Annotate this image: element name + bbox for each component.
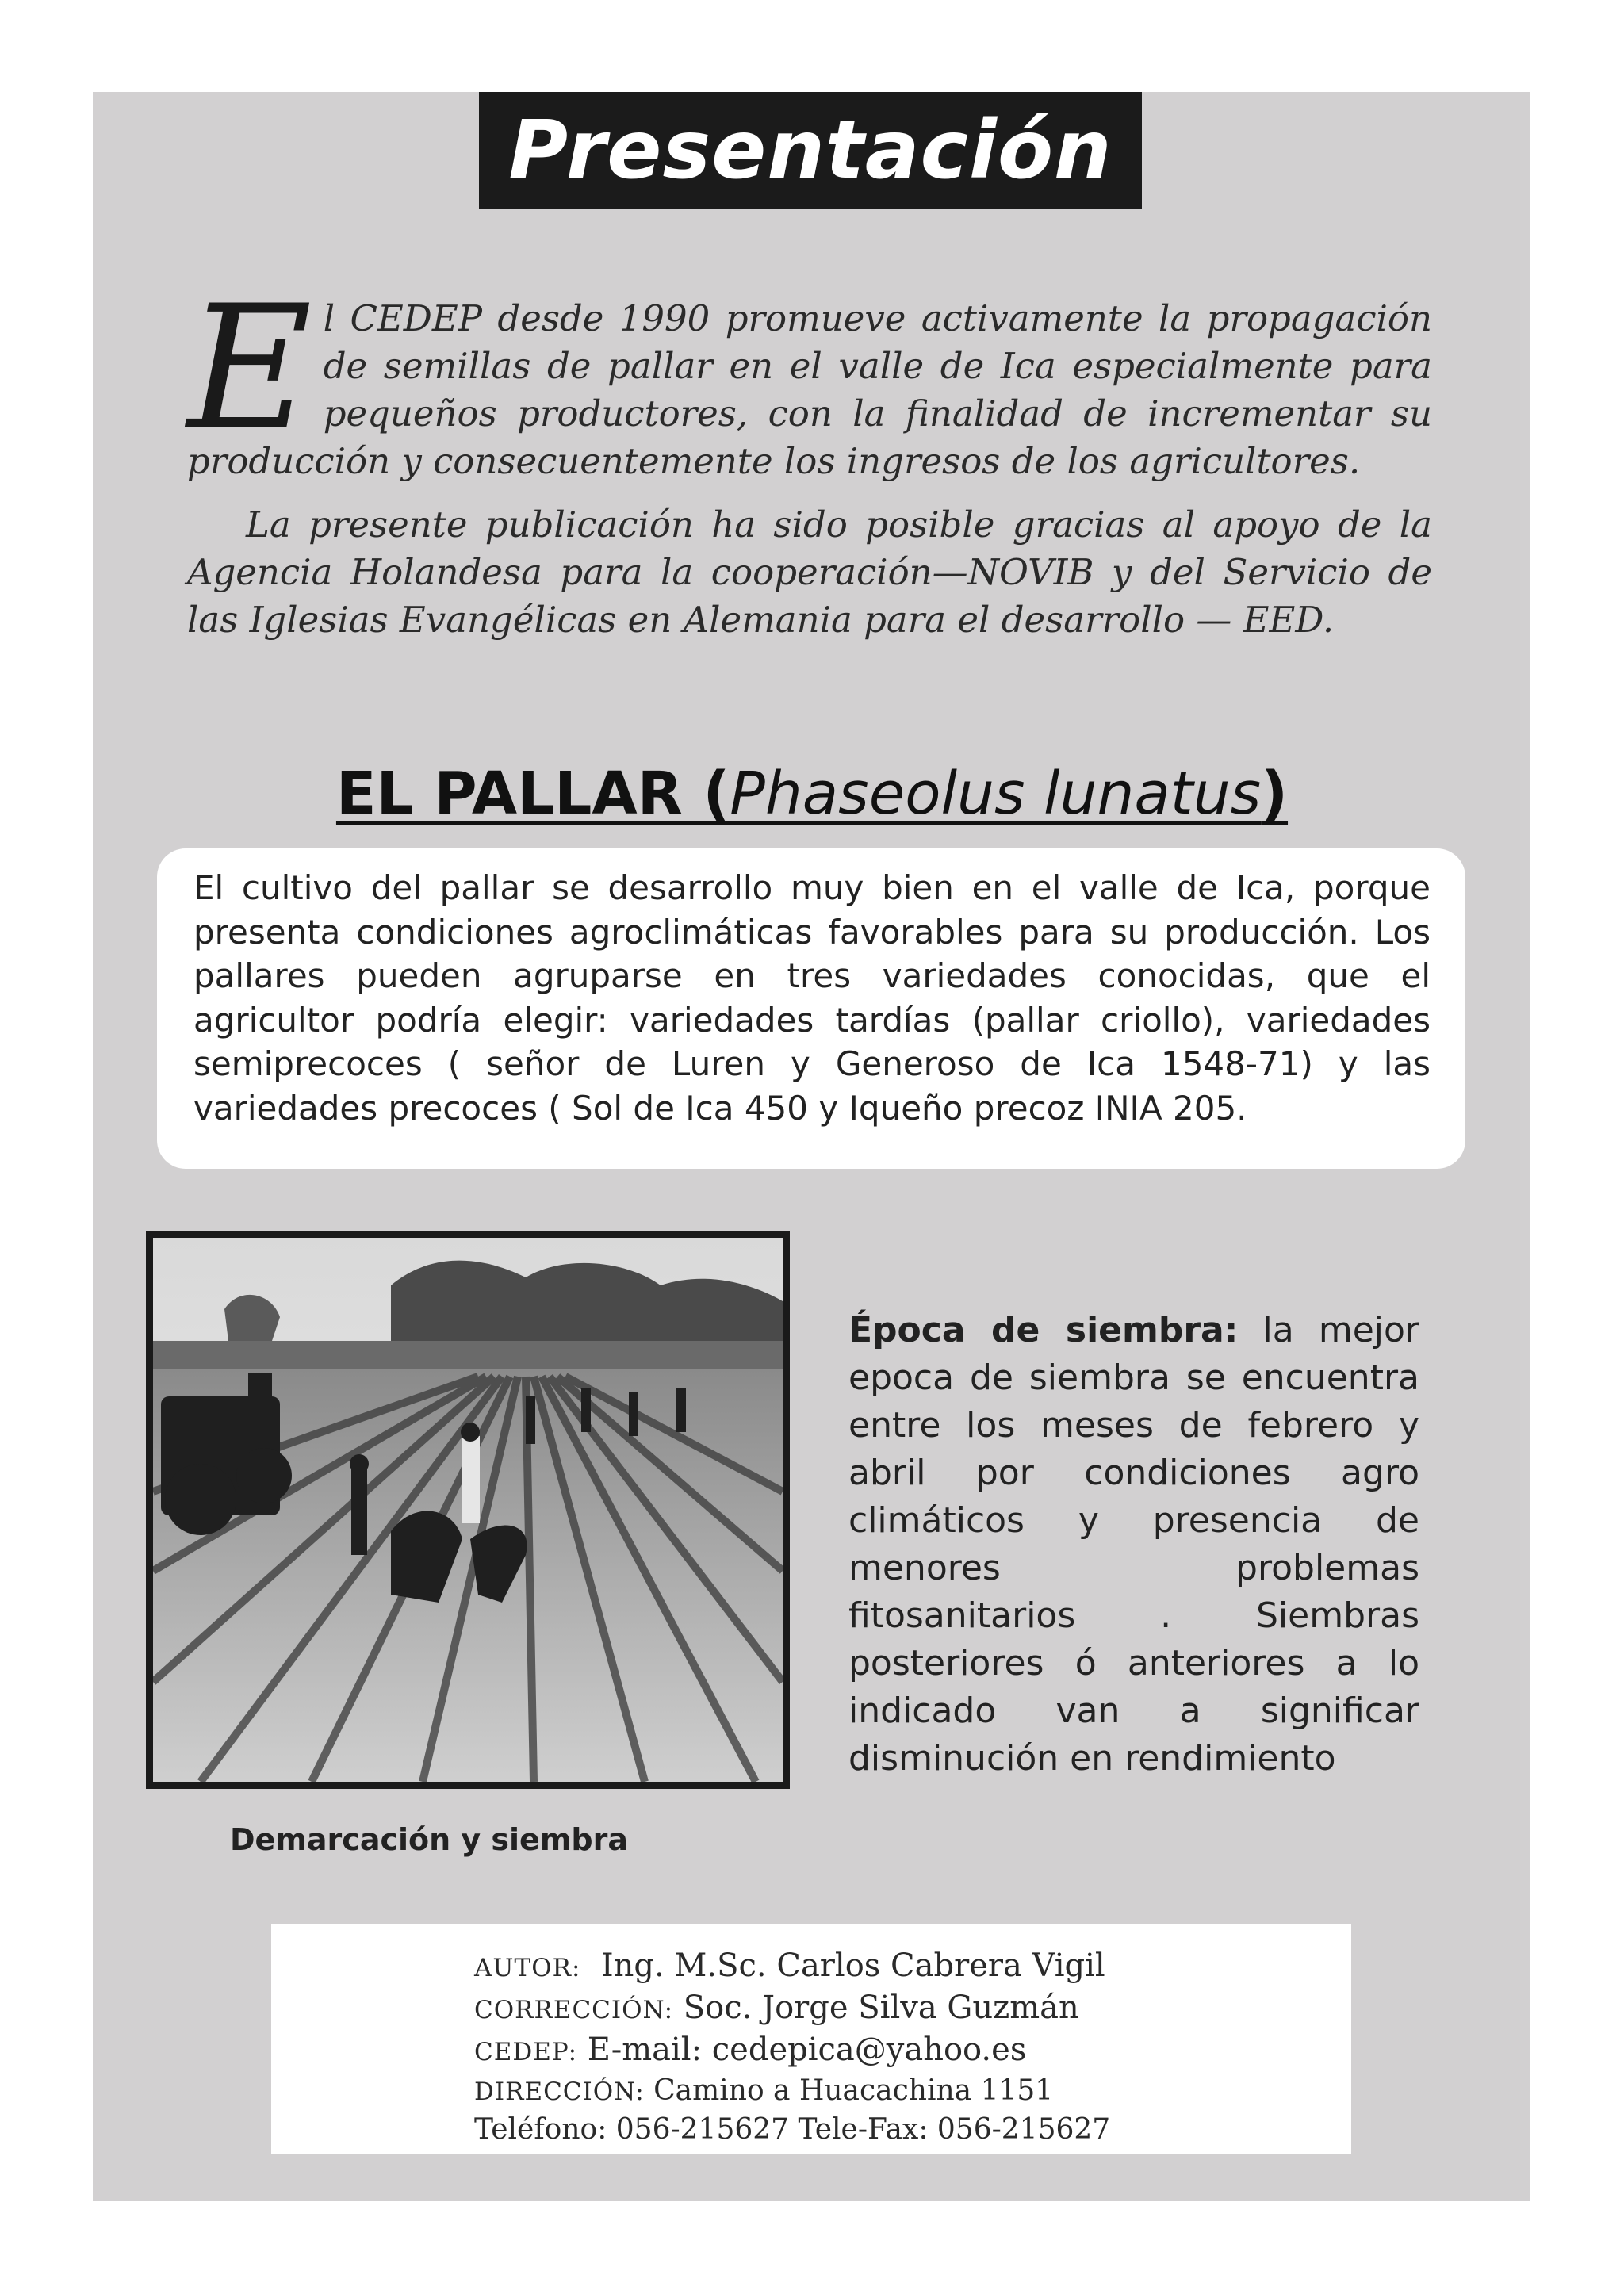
intro-paragraph-1-text: l CEDEP desde 1990 promueve activamente la propagación de semillas de pallar en el valle de Ica especialmente para pequeños productores, con la finalidad de incrementar su producción y consecuentemente los ingresos de los agricultores. bbox=[187, 297, 1432, 482]
credit-address bbox=[474, 2072, 1351, 2111]
credit-author-value: Ing. M.Sc. Carlos Cabrera Vigil bbox=[600, 1947, 1105, 1984]
sowing-season-label: Época de siembra: bbox=[848, 1310, 1239, 1350]
credit-cedep bbox=[474, 2030, 1351, 2072]
description-text: El cultivo del pallar se desarrollo muy bien en el valle de Ica, porque presenta condiciones agroclimáticas favorables para su producción. Los pallares pueden agruparse en tres variedades conocidas, que el agricultor podría elegir: variedades tardías (pallar criollo), variedades semiprecoces ( señor de Luren y Generoso de Ica 1548-71) y las variedades precoces ( Sol de Ica 450 y Iqueño precoz INIA 205. bbox=[193, 868, 1431, 1128]
sowing-season-text bbox=[848, 1307, 1419, 1783]
page-title: Presentación bbox=[508, 103, 1113, 197]
section-heading-latin: Phaseolus lunatus bbox=[730, 760, 1262, 828]
intro-paragraph-1 bbox=[187, 269, 1432, 485]
section-heading-close: ) bbox=[1261, 760, 1289, 828]
credit-cedep-key: CEDEP: bbox=[474, 2038, 578, 2066]
photo-caption: Demarcación y siembra bbox=[230, 1822, 628, 1857]
intro-text bbox=[187, 269, 1432, 644]
credit-correction bbox=[474, 1988, 1351, 2030]
credit-cedep-email: E-mail: cedepica@yahoo.es bbox=[587, 2032, 1027, 2068]
description-box bbox=[157, 848, 1465, 1169]
drop-cap: E bbox=[187, 269, 312, 468]
intro-paragraph-2: La presente publicación ha sido posible gracias al apoyo de la Agencia Holandesa para la cooperación—NOVIB y del Servicio de las Iglesias Evangélicas en Alemania para el desarrollo — EED. bbox=[187, 504, 1432, 641]
credit-address-key: DIRECCIÓN: bbox=[474, 2078, 645, 2106]
credit-correction-key: CORRECCIÓN: bbox=[474, 1996, 674, 2024]
credits-box bbox=[271, 1924, 1351, 2154]
section-heading-main: EL PALLAR ( bbox=[335, 760, 730, 828]
section-heading bbox=[0, 760, 1624, 828]
credit-phone: Teléfono: 056-215627 Tele-Fax: 056-215627 bbox=[474, 2113, 1111, 2146]
credit-address-value: Camino a Huacachina 1151 bbox=[653, 2074, 1054, 2107]
title-banner bbox=[479, 92, 1142, 209]
credit-author-key: AUTOR: bbox=[474, 1954, 581, 1982]
credit-author bbox=[474, 1946, 1351, 1988]
credit-correction-value: Soc. Jorge Silva Guzmán bbox=[683, 1990, 1079, 2026]
field-photo bbox=[146, 1231, 790, 1789]
field-photo-illustration bbox=[153, 1238, 783, 1782]
sowing-season-body: la mejor epoca de siembra se encuentra entre los meses de febrero y abril por condiciones agro climáticos y presencia de menores problemas fitosanitarios . Siembras posteriores ó anteriores a lo indicado van a significar disminución en rendimiento bbox=[848, 1310, 1419, 1779]
